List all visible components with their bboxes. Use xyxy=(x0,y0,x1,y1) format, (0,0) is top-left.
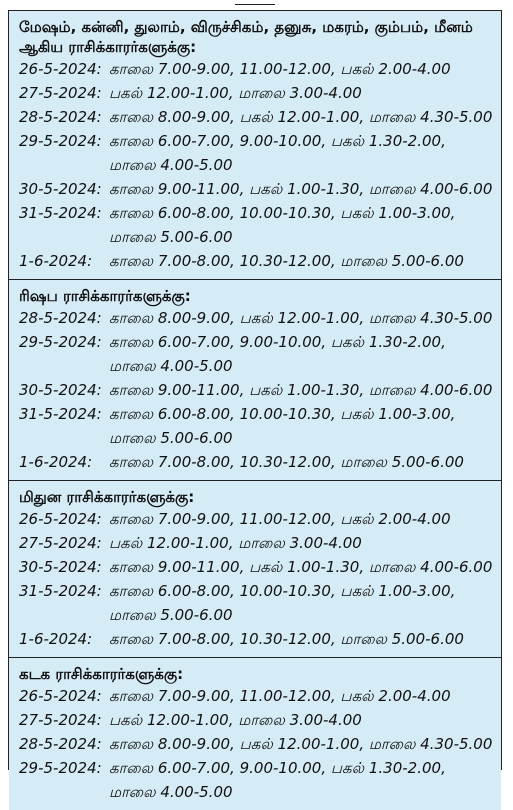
entry-times-line1: காலை 6.00-8.00, 10.00-10.30, பகல் 1.00-3.00, xyxy=(109,405,456,423)
schedule-box xyxy=(8,10,502,801)
entry-date: 28-5-2024: xyxy=(19,309,102,327)
section-group-1 xyxy=(9,11,501,280)
schedule-entry xyxy=(9,732,501,756)
entry-times: காலை 7.00-8.00, 10.30-12.00, மாலை 5.00-6.00 xyxy=(109,252,464,270)
entry-date: 31-5-2024: xyxy=(19,405,102,423)
schedule-entry xyxy=(9,684,501,708)
entry-date: 30-5-2024: xyxy=(19,180,102,198)
entry-times-line2: மாலை 5.00-6.00 xyxy=(109,228,233,246)
entry-times: காலை 9.00-11.00, பகல் 1.00-1.30, மாலை 4.00-6.00 xyxy=(109,558,493,576)
entry-times-line1: காலை 6.00-8.00, 10.00-10.30, பகல் 1.00-3.00, xyxy=(109,582,456,600)
entry-date: 29-5-2024: xyxy=(19,333,102,351)
entry-times: பகல் 12.00-1.00, மாலை 3.00-4.00 xyxy=(109,534,362,552)
schedule-entry xyxy=(9,378,501,402)
entry-times-line2: மாலை 4.00-5.00 xyxy=(109,156,233,174)
entry-times: காலை 7.00-9.00, 11.00-12.00, பகல் 2.00-4.00 xyxy=(109,510,451,528)
entry-times xyxy=(109,129,501,177)
entry-times xyxy=(109,402,501,450)
entry-date: 27-5-2024: xyxy=(19,84,102,102)
schedule-entry xyxy=(9,555,501,579)
entry-times: பகல் 12.00-1.00, மாலை 3.00-4.00 xyxy=(109,84,362,102)
section-heading: மேஷம், கன்னி, துலாம், விருச்சிகம், தனுசு, மகரம், கும்பம், மீனம் xyxy=(19,18,473,36)
schedule-entry xyxy=(9,57,501,81)
schedule-entry xyxy=(9,507,501,531)
entry-date: 1-6-2024: xyxy=(19,453,93,471)
entry-times: காலை 8.00-9.00, பகல் 12.00-1.00, மாலை 4.30-5.00 xyxy=(109,108,493,126)
top-rule xyxy=(235,0,275,5)
schedule-entry xyxy=(9,177,501,201)
schedule-entry xyxy=(9,306,501,330)
schedule-entry xyxy=(9,531,501,555)
schedule-entry xyxy=(9,627,501,651)
entry-date: 27-5-2024: xyxy=(19,534,102,552)
entry-times-line1: காலை 6.00-7.00, 9.00-10.00, பகல் 1.30-2.00, xyxy=(109,132,446,150)
entry-times: காலை 9.00-11.00, பகல் 1.00-1.30, மாலை 4.00-6.00 xyxy=(109,180,493,198)
entry-date: 26-5-2024: xyxy=(19,687,102,705)
entry-date: 1-6-2024: xyxy=(19,630,93,648)
section-rishabam xyxy=(9,280,501,481)
entry-date: 29-5-2024: xyxy=(19,132,102,150)
schedule-entry xyxy=(9,330,501,378)
entry-times: காலை 8.00-9.00, பகல் 12.00-1.00, மாலை 4.30-5.00 xyxy=(109,735,493,753)
entry-times xyxy=(109,579,501,627)
entry-date: 30-5-2024: xyxy=(19,381,102,399)
entry-times-line2: மாலை 5.00-6.00 xyxy=(109,429,233,447)
schedule-entry xyxy=(9,105,501,129)
section-heading: ரிஷப ராசிக்காரர்களுக்கு: xyxy=(19,287,191,305)
section-heading: கடக ராசிக்காரர்களுக்கு: xyxy=(19,665,184,683)
entry-times xyxy=(109,756,501,804)
section-mithunam xyxy=(9,481,501,658)
schedule-entry xyxy=(9,708,501,732)
entry-times-line2: மாலை 4.00-5.00 xyxy=(109,783,233,801)
entry-times: காலை 7.00-9.00, 11.00-12.00, பகல் 2.00-4.00 xyxy=(109,60,451,78)
schedule-entry xyxy=(9,579,501,627)
entry-date: 26-5-2024: xyxy=(19,60,102,78)
entry-times: காலை 7.00-9.00, 11.00-12.00, பகல் 2.00-4.00 xyxy=(109,687,451,705)
entry-times: காலை 7.00-8.00, 10.30-12.00, மாலை 5.00-6.00 xyxy=(109,630,464,648)
schedule-entry xyxy=(9,756,501,804)
entry-times: பகல் 12.00-1.00, மாலை 3.00-4.00 xyxy=(109,711,362,729)
entry-date: 26-5-2024: xyxy=(19,510,102,528)
entry-date: 30-5-2024: xyxy=(19,558,102,576)
schedule-entry xyxy=(9,249,501,273)
section-heading-line2: ஆகிய ராசிக்காரர்களுக்கு: xyxy=(19,38,197,56)
entry-times-line1: காலை 6.00-7.00, 9.00-10.00, பகல் 1.30-2.00, xyxy=(109,333,446,351)
schedule-entry xyxy=(9,402,501,450)
entry-times xyxy=(109,330,501,378)
schedule-entry xyxy=(9,201,501,249)
schedule-entry xyxy=(9,81,501,105)
entry-times: காலை 7.00-8.00, 10.30-12.00, மாலை 5.00-6.00 xyxy=(109,453,464,471)
entry-date: 28-5-2024: xyxy=(19,108,102,126)
entry-date: 1-6-2024: xyxy=(19,252,93,270)
entry-times: காலை 8.00-9.00, பகல் 12.00-1.00, மாலை 4.30-5.00 xyxy=(109,309,493,327)
schedule-entry xyxy=(9,129,501,177)
entry-date: 29-5-2024: xyxy=(19,759,102,777)
entry-times: காலை 9.00-11.00, பகல் 1.00-1.30, மாலை 4.00-6.00 xyxy=(109,381,493,399)
entry-date: 27-5-2024: xyxy=(19,711,102,729)
entry-date: 28-5-2024: xyxy=(19,735,102,753)
section-heading: மிதுன ராசிக்காரர்களுக்கு: xyxy=(19,488,195,506)
entry-times-line2: மாலை 5.00-6.00 xyxy=(109,606,233,624)
entry-date: 31-5-2024: xyxy=(19,204,102,222)
entry-times xyxy=(109,201,501,249)
schedule-entry xyxy=(9,450,501,474)
section-kadagam xyxy=(9,658,501,810)
entry-times-line1: காலை 6.00-7.00, 9.00-10.00, பகல் 1.30-2.00, xyxy=(109,759,446,777)
entry-times-line1: காலை 6.00-8.00, 10.00-10.30, பகல் 1.00-3.00, xyxy=(109,204,456,222)
entry-date: 31-5-2024: xyxy=(19,582,102,600)
entry-times-line2: மாலை 4.00-5.00 xyxy=(109,357,233,375)
